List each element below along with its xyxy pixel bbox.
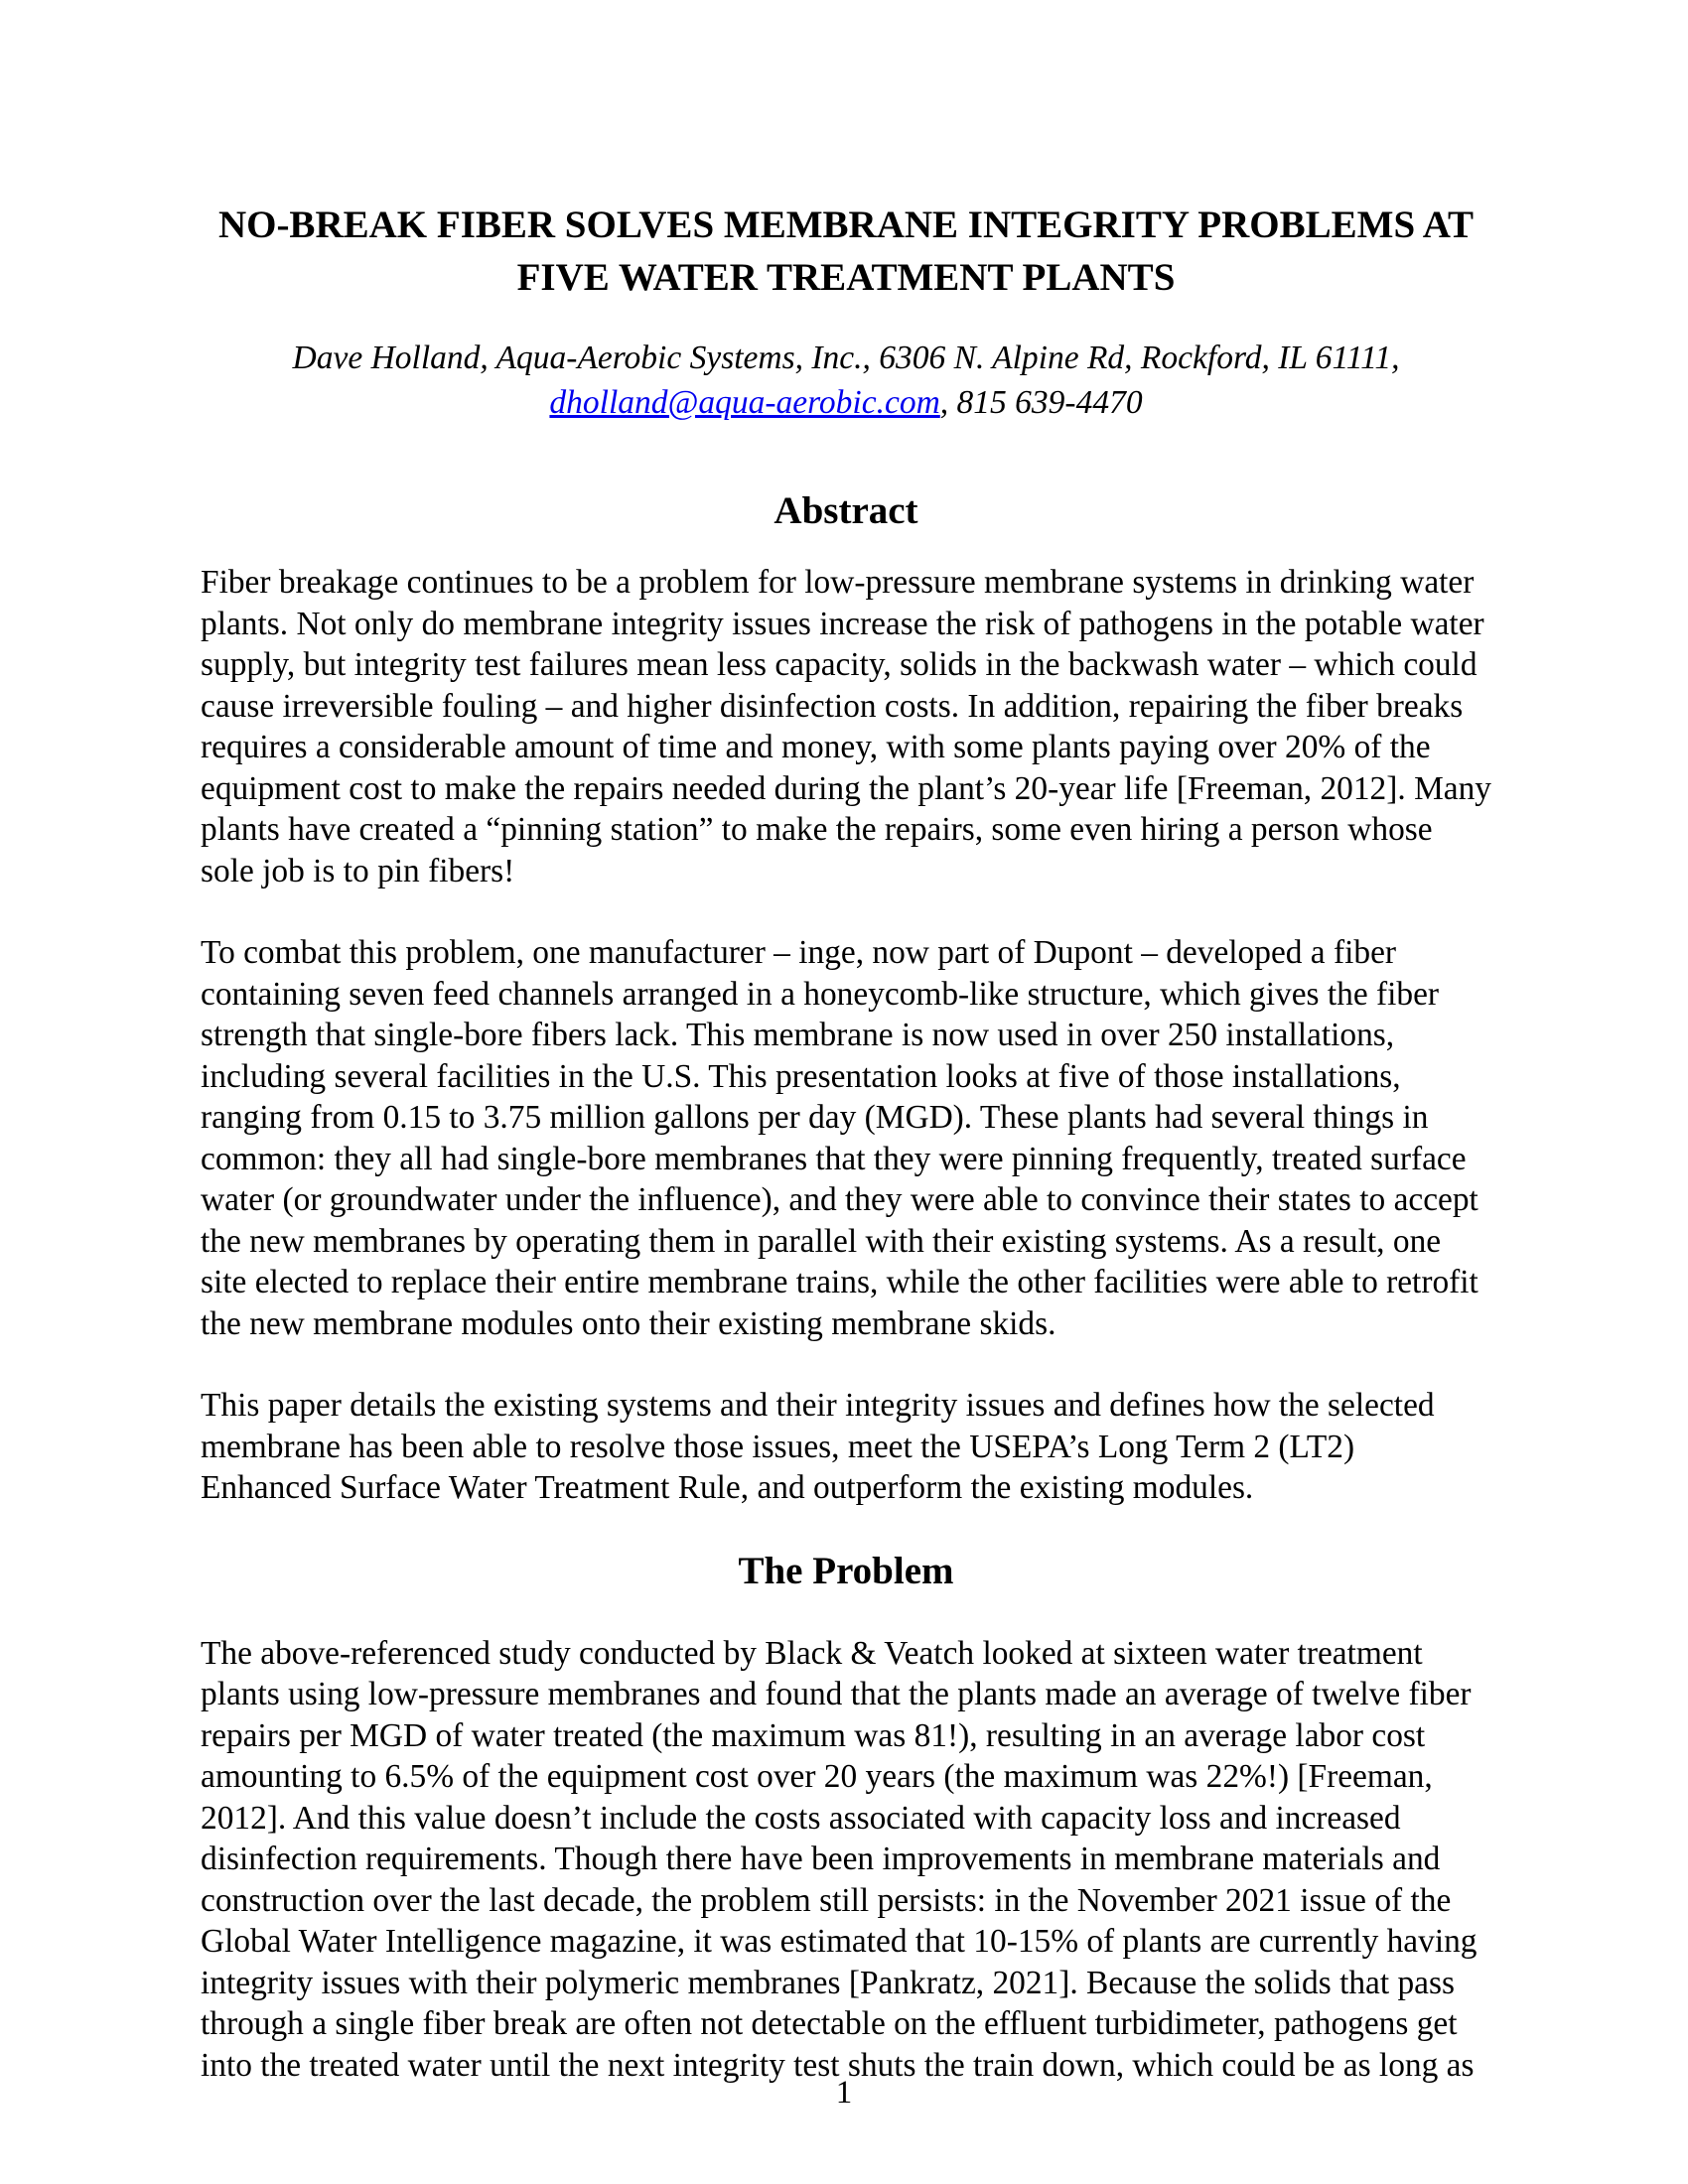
paper-title-line-1: NO-BREAK FIBER SOLVES MEMBRANE INTEGRITY PROBLEMS AT	[217, 204, 1475, 246]
author-byline	[201, 336, 1491, 425]
phone-number: , 815 639-4470	[939, 384, 1143, 421]
section-heading-the-problem: The Problem	[738, 1549, 954, 1592]
abstract-paragraph-1: Fiber breakage continues to be a problem for low-pressure membrane systems in drinking water plants. Not only do membrane integrity issues increase the risk of pathogens in the potable water supply, but integrity test failures mean less capacity, solids in the backwash water – which could cause irreversible fouling – and higher disinfection costs. In addition, repairing the fiber breaks requires a considerable amount of time and money, with some plants paying over 20% of the equipment cost to make the repairs needed during the plant’s 20-year life [Freeman, 2012]. Many plants have created a “pinning station” to make the repairs, some even hiring a person whose sole job is to pin fibers!	[201, 564, 1491, 889]
paper-title	[201, 199, 1491, 304]
author-affiliation: Dave Holland, Aqua-Aerobic Systems, Inc., 6306 N. Alpine Rd, Rockford, IL 61111,	[292, 340, 1400, 376]
page-content	[201, 0, 1491, 2126]
problem-paragraph-1: The above-referenced study conducted by Black & Veatch looked at sixteen water treatment plants using low-pressure membranes and found that the plants made an average of twelve fiber repairs per MGD of water treated (the maximum was 81!), resulting in an average labor cost amounting to 6.5% of the equipment cost over 20 years (the maximum was 22%!) [Freeman, 2012]. And this value doesn’t include the costs associated with capacity loss and increased disinfection requirements. Though there have been improvements in membrane materials and construction over the last decade, the problem still persists: in the November 2021 issue of the Global Water Intelligence magazine, it was estimated that 10-15% of plants are currently having integrity issues with their polymeric membranes [Pankratz, 2021]. Because the solids that pass through a single fiber break are often not detectable on the effluent turbidimeter, pathogens get into the treated water until the next integrity test shuts the train down, which could be as long as	[201, 1634, 1477, 2084]
abstract-paragraph-3: This paper details the existing systems and their integrity issues and defines how the selected membrane has been able to resolve those issues, meet the USEPA’s Long Term 2 (LT2) Enhanced Surface Water Treatment Rule, and outperform the existing modules.	[201, 1387, 1435, 1506]
email-link[interactable]: dholland@aqua-aerobic.com	[549, 384, 940, 421]
abstract-paragraph-2: To combat this problem, one manufacturer – inge, now part of Dupont – developed a fiber containing seven feed channels arranged in a honeycomb-like structure, which gives the fiber strength that single-bore fibers lack. This membrane is now used in over 250 installations, including several facilities in the U.S. This presentation looks at five of those installations, ranging from 0.15 to 3.75 million gallons per day (MGD). These plants had several things in common: they all had single-bore membranes that they were pinning frequently, treated surface water (or groundwater under the influence), and they were able to convince their states to accept the new membranes by operating them in parallel with their existing systems. As a result, one site elected to replace their entire membrane trains, while the other facilities were able to retrofit the new membrane modules onto their existing membrane skids.	[201, 934, 1478, 1342]
page-number: 1	[835, 2075, 853, 2111]
section-heading-abstract: Abstract	[774, 489, 918, 532]
paper-title-line-2: FIVE WATER TREATMENT PLANTS	[516, 256, 1176, 299]
